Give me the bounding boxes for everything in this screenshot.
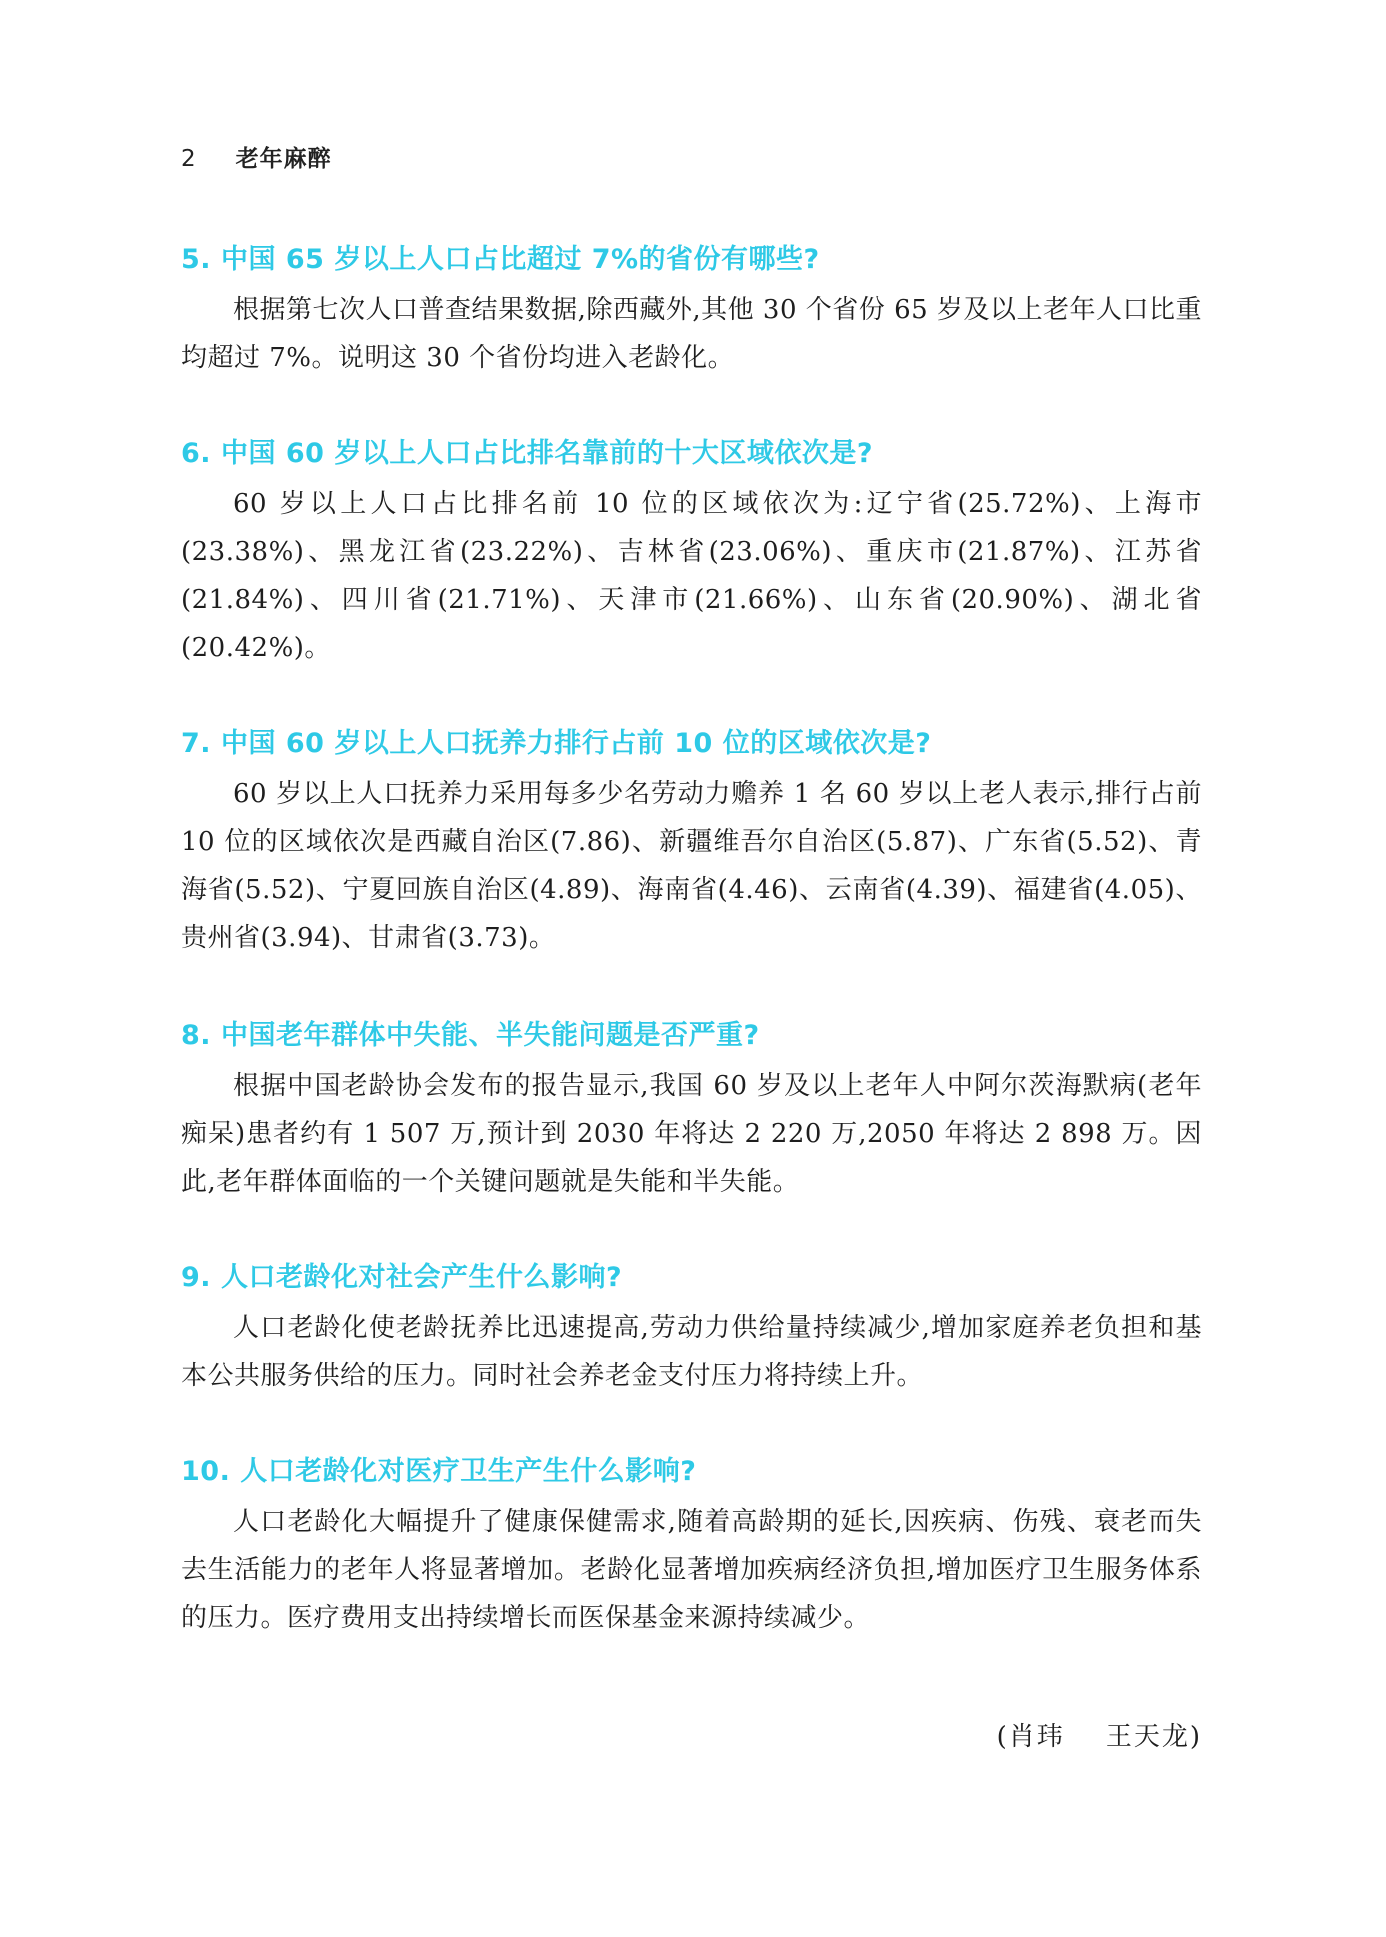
question-title: 5. 中国 65 岁以上人口占比超过 7%的省份有哪些? (181, 244, 820, 275)
qa-section-7 (181, 724, 1202, 962)
answer-paragraph: 60 岁以上人口抚养力采用每多少名劳动力赡养 1 名 60 岁以上老人表示,排行占前 10 位的区域依次是西藏自治区(7.86)、新疆维吾尔自治区(5.87)、广东省(5.52)、青海省(5.52)、宁夏回族自治区(4.89)、海南省(4.46)、云南省(4.39)、福建省(4.05)、贵州省(3.94)、甘肃省(3.73)。 (181, 779, 1202, 953)
qa-section-5 (181, 240, 1202, 382)
answer-paragraph: 人口老龄化大幅提升了健康保健需求,随着高龄期的延长,因疾病、伤残、衰老而失去生活能力的老年人将显著增加。老龄化显著增加疾病经济负担,增加医疗卫生服务体系的压力。医疗费用支出持续增长而医保基金来源持续减少。 (181, 1507, 1202, 1633)
page-number: 2 (181, 146, 197, 172)
answer-paragraph: 根据第七次人口普查结果数据,除西藏外,其他 30 个省份 65 岁及以上老年人口比重均超过 7%。说明这 30 个省份均进入老龄化。 (181, 295, 1202, 373)
question-title: 7. 中国 60 岁以上人口抚养力排行占前 10 位的区域依次是? (181, 728, 932, 759)
answer-paragraph: 根据中国老龄协会发布的报告显示,我国 60 岁及以上老年人中阿尔茨海默病(老年痴呆)患者约有 1 507 万,预计到 2030 年将达 2 220 万,2050 年将达 2 898 万。因此,老年群体面临的一个关键问题就是失能和半失能。 (181, 1071, 1202, 1197)
author-signature: (肖玮 王天龙) (996, 1722, 1202, 1752)
question-title: 8. 中国老年群体中失能、半失能问题是否严重? (181, 1020, 760, 1051)
qa-section-6 (181, 434, 1202, 672)
book-title: 老年麻醉 (235, 146, 332, 172)
answer-paragraph: 60 岁以上人口占比排名前 10 位的区域依次为:辽宁省(25.72%)、上海市(23.38%)、黑龙江省(23.22%)、吉林省(23.06%)、重庆市(21.87%)、江苏省(21.84%)、四川省(21.71%)、天津市(21.66%)、山东省(20.90%)、湖北省(20.42%)。 (181, 489, 1202, 663)
question-title: 6. 中国 60 岁以上人口占比排名靠前的十大区域依次是? (181, 438, 873, 469)
running-head (181, 140, 332, 173)
qa-section-9 (181, 1258, 1202, 1400)
qa-section-8 (181, 1016, 1202, 1206)
answer-paragraph: 人口老龄化使老龄抚养比迅速提高,劳动力供给量持续减少,增加家庭养老负担和基本公共服务供给的压力。同时社会养老金支付压力将持续上升。 (181, 1313, 1202, 1391)
question-title: 10. 人口老龄化对医疗卫生产生什么影响? (181, 1456, 697, 1487)
question-title: 9. 人口老龄化对社会产生什么影响? (181, 1262, 623, 1293)
qa-section-10 (181, 1452, 1202, 1642)
